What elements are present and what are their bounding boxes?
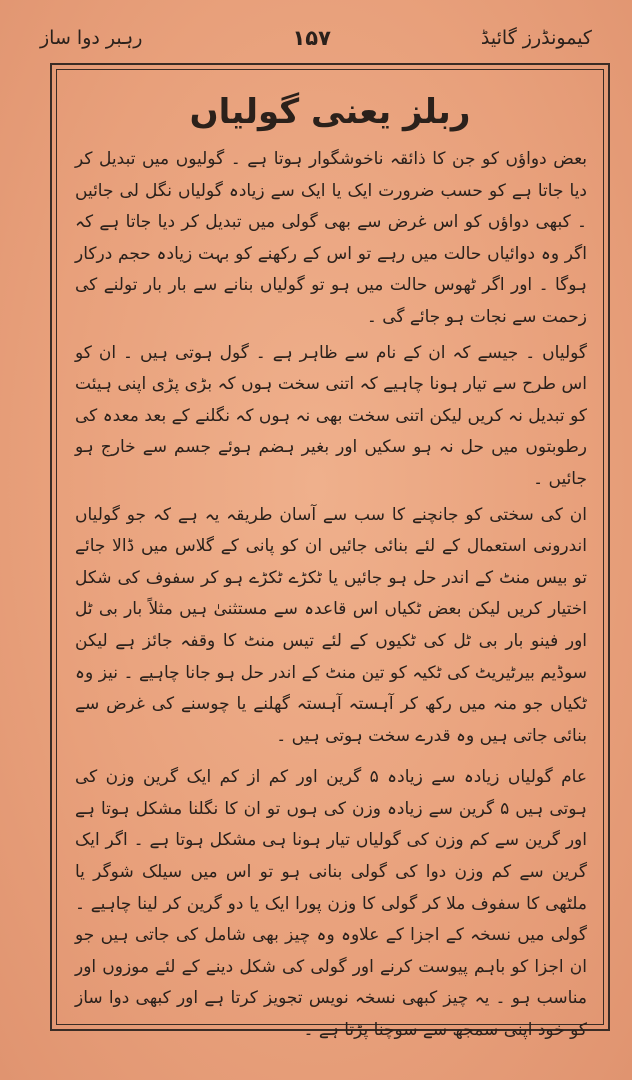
running-header-book-title: رہبر دوا ساز [40,27,143,49]
running-header-series-title: کیمونڈرز گائیڈ [480,27,592,49]
paragraph-hardness-test: ان کی سختی کو جانچنے کا سب سے آسان طریقہ یہ ہے کہ جو گولیاں اندرونی استعمال کے لئے بنائی جائیں ان کو پانی کے گلاس میں ڈالا جائے تو بیس منٹ کے اندر حل ہو جائیں یا ٹکڑے ٹکڑے ہو کر سفوف کی شکل اختیار کریں لیکن بعض ٹکیاں اس قاعدہ سے مستثنیٰ ہیں مثلاً بار بی ٹل اور فینو بار بی ٹل کی ٹکیوں کے لئے تیس منٹ کا وقفہ جائز ہے لیکن سوڈیم بیرٹیریٹ کی ٹکیہ کو تین منٹ کے اندر حل ہو جانا چاہیے ۔ نیز وہ ٹکیاں جو منہ میں رکھ کر آہستہ آہستہ گھلنے یا چوسنے کی غرض سے بنائی جاتی ہیں وہ قدرے سخت ہوتی ہیں ۔ [75,504,587,746]
paragraph-properties: گولیاں ۔ جیسے کہ ان کے نام سے ظاہر ہے ۔ گول ہوتی ہیں ۔ ان کو اس طرح سے تیار ہونا چاہیے کہ اتنی سخت ہوں کہ بڑی پڑی اپنی ہیئت کو تبدیل نہ کریں لیکن اتنی سخت بھی نہ ہوں کہ نگلنے کے بعد معدہ کی رطوبتوں میں حل نہ ہو سکیں اور بغیر ہضم ہوئے جسم سے خارج ہو جائیں ۔ [75,342,587,489]
paragraph-intro: بعض دواؤں کو جن کا ذائقہ ناخوشگوار ہوتا ہے ۔ گولیوں میں تبدیل کر دیا جاتا ہے کو حسب ضرورت ایک یا ایک سے زیادہ گولیاں نگل لی جائیں ۔ کبھی دواؤں کو اس غرض سے بھی گولی میں تبدیل کر دیا جاتا ہے کہ اگر وہ دوائیاں حالت میں رہے تو اس کے رکھنے کو بہت زیادہ حجم درکار ہوگا ۔ اور اگر ٹھوس حالت میں ہو تو گولیاں بنانے سے بار بار تولنے کی زحمت سے نجات ہو جائے گی ۔ [75,149,587,327]
text-frame-inner [56,69,604,1041]
chapter-body [57,144,603,1047]
paragraph-weight: عام گولیاں زیادہ سے زیادہ ۵ گرین اور کم از کم ایک گرین وزن کی ہوتی ہیں ۵ گرین سے زیادہ وزن کی ہوں تو ان کا نگلنا مشکل ہوتا ہے اور گرین سے کم وزن کی گولیاں تیار ہونا ہی مشکل ہوتا ہے ۔ اگر ایک گرین سے کم وزن دوا کی گولی بنانی ہو تو اس میں سیلک شوگر یا ملٹھی کا سفوف ملا کر گولی کا وزن پورا ایک یا دو گرین کر لینا چاہیے ۔ گولی میں نسخہ کے اجزا کے علاوہ وہ چیز بھی شامل کی جاتی ہیں جو ان اجزا کو باہم پیوست کرنے اور گولی کی شکل دینے کے لئے موزوں اور مناسب ہو ۔ یہ چیز کبھی نسخہ نویس تجویز کرتا ہے اور کبھی دوا ساز کو خود اپنی سمجھ سے سوچنا پڑتا ہے ۔ [75,767,588,1041]
page-header [40,18,592,58]
page-number: ۱۵۷ [292,26,331,50]
text-frame [50,63,610,1041]
chapter-title: ربلز یعنی گولیاں [189,92,471,132]
